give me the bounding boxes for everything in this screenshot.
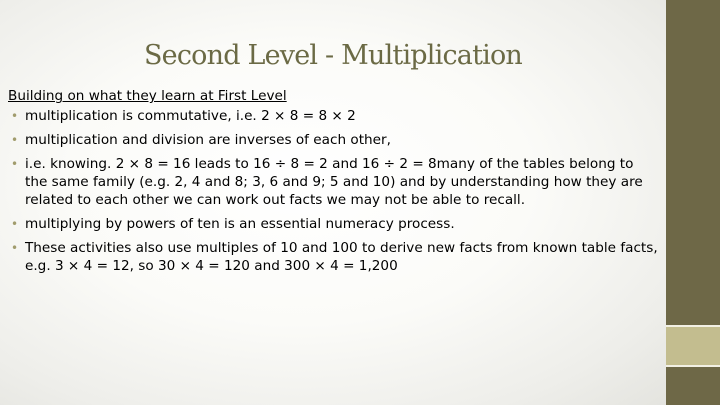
side-bar-divider: [666, 325, 720, 327]
bullet-icon: •: [11, 241, 19, 255]
bullet-text: multiplication and division are inverses of each other,: [25, 132, 391, 148]
side-bar-top-block: [666, 0, 720, 326]
bullet-icon: •: [11, 133, 19, 147]
decorative-side-bar: [666, 0, 720, 405]
bullet-list: [8, 107, 658, 275]
bullet-text: i.e. knowing. 2 × 8 = 16 leads to 16 ÷ 8 = 2 and 16 ÷ 2 = 8many of the tables belong to the same family (e.g. 2, 4 and 8; 3, 6 and 9; 5 and 10) and by understanding how they are related to each other we can work out facts we may not be able to recall.: [25, 156, 643, 208]
bullet-text: These activities also use multiples of 10 and 100 to derive new facts from known table facts, e.g. 3 × 4 = 12, so 30 × 4 = 120 and 300 × 4 = 1,200: [25, 240, 658, 274]
bullet-icon: •: [11, 217, 19, 231]
slide-body: [8, 87, 658, 281]
bullet-item: [8, 131, 658, 149]
side-bar-bottom-block: [666, 366, 720, 405]
side-bar-divider: [666, 365, 720, 367]
side-bar-accent-block: [666, 326, 720, 366]
bullet-icon: •: [11, 109, 19, 123]
subheading: Building on what they learn at First Level: [8, 88, 287, 104]
bullet-item: [8, 239, 658, 275]
bullet-icon: •: [11, 157, 19, 171]
bullet-item: [8, 155, 658, 209]
bullet-item: [8, 107, 658, 125]
bullet-text: multiplying by powers of ten is an essential numeracy process.: [25, 216, 455, 232]
slide-title: Second Level - Multiplication: [143, 40, 523, 71]
bullet-text: multiplication is commutative, i.e. 2 × 8 = 8 × 2: [25, 108, 356, 124]
bullet-item: [8, 215, 658, 233]
